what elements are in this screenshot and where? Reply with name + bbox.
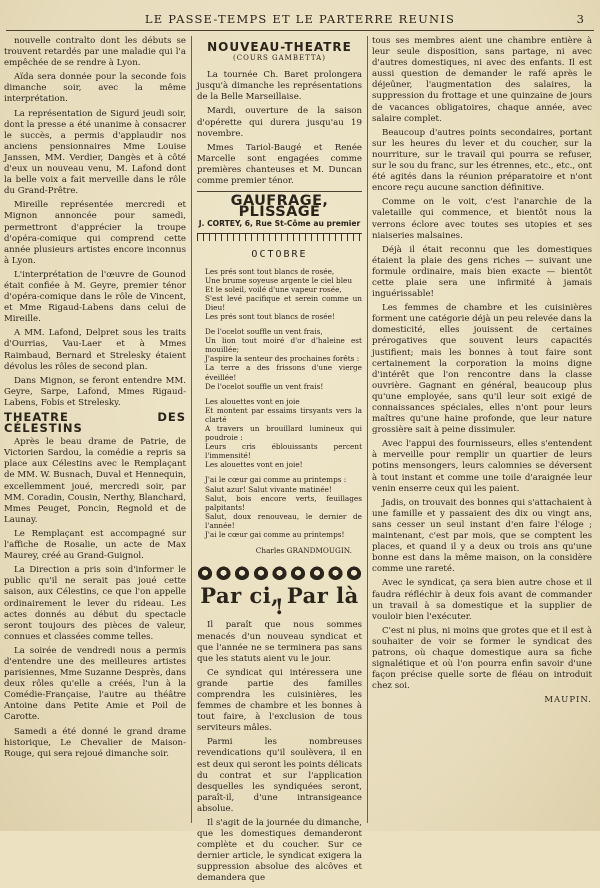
masthead-title: LE PASSE-TEMPS ET LE PARTERRE REUNIS bbox=[144, 12, 456, 26]
column-divider-2 bbox=[367, 36, 368, 823]
paragraph: nouvelle contralto dont les débuts se trouvent retardés par une maladie qui l'a empêchée de se rendre à Lyon. bbox=[4, 36, 186, 69]
poem-author: Charles GRANDMOUGIN. bbox=[255, 546, 352, 556]
paragraph: Il s'agit de la journée du dimanche, que les domestiques demanderont complète et du coucher. Sur ce dernier article, le syndicat exigera la suppression absolue des alcôves et demandera que bbox=[197, 818, 362, 884]
paragraph: Il paraît que nous sommes menacés d'un nouveau syndicat et que l'année ne se terminera pas sans que les statuts aient vu le jour. bbox=[197, 620, 362, 664]
poem-line: Les alouettes vont en joie! bbox=[205, 460, 303, 470]
paragraph: Parmi les nombreuses revendications qu'il soulèvera, il en est deux qui seront les points délicats du contrat et sur l'application desquelles les syndiquées seront, paraît-il, d'une intransigeance absolue. bbox=[197, 737, 362, 814]
column-1 bbox=[4, 36, 186, 763]
paragraph: Aïda sera donnée pour la seconde fois dimanche soir, avec la même interprétation. bbox=[4, 72, 186, 105]
paragraph: Samedi a été donné le grand drame historique, Le Chevalier de Maison-Rouge, qui sera rejoué dimanche soir. bbox=[4, 726, 186, 759]
nouveau-theatre-heading: NOUVEAU-THEATRE bbox=[207, 40, 352, 54]
poem-line: Les prés sont tout blancs de rosée, bbox=[205, 266, 335, 276]
ruler-ornament bbox=[197, 233, 362, 241]
top-rule bbox=[6, 30, 594, 31]
paragraph: Avec l'appui des fournisseurs, elles s'entendent à merveille pour remplir un quartier de leurs potins mensongers, leurs calomnies se déversent à tout instant et comme une toile d'araignée leur venin enserre ceux qui les paient. bbox=[372, 439, 592, 494]
poem-stanza bbox=[205, 267, 362, 322]
column-divider-1 bbox=[191, 36, 192, 823]
ornament-icon bbox=[197, 564, 213, 580]
article-title: Par ci, Par là ! bbox=[200, 583, 359, 620]
paragraph: C'est ni plus, ni moins que grotes que et il est à souhaiter de voir se former le syndicat des patrons, où chaque domestique aura sa fiche signalétique et où l'on pourra enfin savoir d'une façon précise quelle sorte de fléau on introduit chez soi. bbox=[372, 625, 592, 692]
paragraph: Mmes Tariol-Baugé et Renée Marcelle sont engagées comme premières chanteuses et M. Duncan comme premier ténor. bbox=[197, 142, 362, 187]
paragraph: Ce syndicat qui intéressera une grande partie des familles comprendra les cuisinières, les femmes de chambre et les bonnes à tout faire, à l'exclusion de tous serviteurs mâles. bbox=[197, 667, 362, 734]
ornament-icon bbox=[253, 564, 269, 580]
paragraph: Dans Mignon, se feront entendre MM. Geyre, Sarpe, Lafond, Mmes Rigaud-Labens, Fobis et Strelesky. bbox=[4, 375, 186, 408]
paragraph: Avec le syndicat, ça sera bien autre chose et il faudra réfléchir à deux fois avant de commander un travail à sa domestique et la supplier de vouloir bien l'exécuter. bbox=[372, 578, 592, 622]
advertisement-address: J. CORTEY, 6, Rue St-Côme au premier bbox=[198, 219, 361, 229]
advertisement-title: GAUFRAGE, PLISSAGE bbox=[230, 193, 329, 221]
paragraph: Comme on le voit, c'est l'anarchie de la valetaille qui commence, et bientôt nous la verrons éclore avec toutes ses utopies et ses niaiseries malsaines. bbox=[372, 197, 592, 241]
poem-line: Les prés sont tout blancs de rosée! bbox=[205, 311, 335, 321]
ornament-icon bbox=[346, 564, 362, 580]
ornament-row bbox=[197, 564, 362, 580]
paragraph: tous ses membres aient une chambre entière à leur seule disposition, sans partage, ni avec d'autres domestiques, ni avec des enfants. Il est aussi question de demander le rafé après le déjeûner, l'augmentation des salaires, la suppression du frottage et une quinzaine de jours de vacances obligatoires, chaque année, avec salaire complet. bbox=[372, 36, 592, 124]
poem bbox=[197, 267, 362, 540]
poem-line: Et montent par essaims tirsyants vers la clarté bbox=[205, 405, 362, 424]
ornament-icon bbox=[309, 564, 325, 580]
poem-line: Et le soleil, voilé d'une vapeur rosée, bbox=[205, 284, 342, 294]
column-3 bbox=[372, 36, 592, 709]
poem-line: De l'ocelot souffle un vent frais! bbox=[205, 381, 324, 391]
ornament-icon bbox=[272, 564, 288, 580]
poem-line: Leurs cris éblouissants percent l'immensité! bbox=[205, 442, 362, 461]
column-2 bbox=[197, 36, 362, 888]
page-number: 3 bbox=[576, 12, 584, 26]
poem-stanza bbox=[205, 327, 362, 391]
poem-line: A travers un brouillard lumineux qui poudroie : bbox=[205, 424, 362, 443]
paragraph: Le Remplaçant est accompagné sur l'affiche de Rosalie, un acte de Max Maurey, créé au Grand-Guignol. bbox=[4, 528, 186, 562]
poem-title: OCTOBRE bbox=[251, 249, 308, 261]
paragraph: La soirée de vendredi nous a permis d'entendre une des meilleures artistes parisiennes, Mme Suzanne Desprès, dans deux rôles qu'elle a créés, l'un à la Comédie-Française, l'autre au théâtre Antoine dans Petite Amie et Poil de Carotte. bbox=[4, 645, 187, 723]
poem-stanza bbox=[205, 397, 362, 470]
poem-line: J'ai le cœur gai comme au printemps : bbox=[205, 475, 347, 485]
paragraph: Déjà il était reconnu que les domestiques étaient la plaie des gens riches — suivant une formule ordinaire, mais bien exacte — bientôt cette plaie sera une infirmité à jamais inguérissable! bbox=[372, 244, 592, 300]
divider bbox=[197, 191, 362, 192]
poem-line: Une brume soyeuse argente le ciel bleu bbox=[205, 275, 353, 285]
paragraph: Mireille représentée mercredi et Mignon annoncée pour samedi, permettront d'apprécier la troupe d'opéra-comique qui comprend cette année plusieurs artistes encore inconnus à Lyon. bbox=[4, 200, 186, 266]
ornament-icon bbox=[290, 564, 306, 580]
poem-line: Salut azur! Salut vivante matinée! bbox=[205, 484, 332, 494]
ornament-icon bbox=[216, 564, 232, 580]
paragraph: Mardi, ouverture de la saison d'opérette qui durera jusqu'au 19 novembre. bbox=[197, 106, 362, 139]
paragraph: L'interprétation de l'œuvre de Gounod était confiée à M. Geyre, premier ténor d'opéra-comique dans le rôle de Vincent, et Mme Rigaud-Labens dans celui de Mireille. bbox=[4, 269, 186, 325]
poem-line: De l'ocelot souffle un vent frais, bbox=[205, 327, 323, 337]
paragraph: Les femmes de chambre et les cuisinières forment une catégorie déjà un peu relevée dans la domesticité, elles jouissent de certaines prérogatives que souvent leurs capacités justifient; mais les bonnes à tout faire sont certainement la corporation la moins digne d'intérêt que l'on rencontre dans la classe ouvrière. Gagnant en général, beaucoup plus qu'une employée, sans qu'il leur soit exigé de connaissances spéciales, elles n'ont pour leurs maîtres qu'une haine profonde, que leur nature grossière sait à peine dissimuler. bbox=[372, 303, 592, 436]
ornament-icon bbox=[234, 564, 250, 580]
article-signature: MAUPIN. bbox=[544, 695, 592, 706]
paragraph: La Direction a pris soin d'informer le public qu'il ne serait pas joué cette saison, aux Célestins, ce que l'on appelle ordinairement le lever du rideau. Les actes donnés au début du spectacle seront toujours des pièces de valeur, connues et classées comme telles. bbox=[4, 565, 186, 642]
poem-line: J'aspire la senteur des prochaines forêts : bbox=[205, 354, 360, 364]
masthead bbox=[0, 8, 600, 30]
poem-stanza bbox=[205, 475, 362, 539]
paragraph: A MM. Lafond, Delpret sous les traits d'Ourrias, Vau-Laer et à Mmes Raimbaud, Bernard et Strelesky étaient dévolus les rôles de second plan. bbox=[4, 328, 186, 372]
ornament-icon bbox=[328, 564, 344, 580]
poem-line: S'est levé pacifique et serein comme un Dieu! bbox=[205, 293, 362, 312]
paragraph: La tournée Ch. Baret prolongera jusqu'à dimanche les représentations de la Belle Marseillaise. bbox=[197, 70, 362, 103]
nouveau-theatre-subheading: (COURS GAMBETTA) bbox=[233, 54, 326, 63]
paragraph: La représentation de Sigurd jeudi soir, dont la presse a été unanime à consacrer le succès, a permis d'applaudir nos anciens pensionnaires Mme Louise Janssen, MM. Verdier, Dangès et à côté d'eux un nouveau venu, M. Lafond dont la belle voix a fait merveille dans le rôle du Grand-Prêtre. bbox=[4, 108, 186, 197]
poem-line: La terre a des frissons d'une vierge éveillée! bbox=[205, 363, 362, 382]
poem-line: Les alouettes vont en joie bbox=[205, 396, 300, 406]
celestins-heading: THEATRE DES CÉLESTINS bbox=[4, 410, 186, 436]
paragraph: Jadis, on trouvait des bonnes qui s'attachaient à une famille et y passaient des dix ou vingt ans, sans cesser un seul instant d'en faire l'éloge ; maintenant, c'est par mois, que se comptent les places, et quand il y a deux ou trois ans qu'une bonne est dans la même maison, on la considère comme une rareté. bbox=[372, 497, 592, 575]
poem-line: Salut, doux renouveau, le dernier de l'année! bbox=[205, 511, 362, 530]
poem-line: J'ai le cœur gai comme au printemps! bbox=[205, 530, 345, 540]
poem-line: Salut, bois encore verts, feuillages palpitants! bbox=[205, 493, 362, 512]
paragraph: Beaucoup d'autres points secondaires, portant sur les heures du lever et du coucher, sur la nourriture, sur le travail qui pourra se refuser, sur le sou du franc, sur les étrennes, etc., etc., ont été agités dans la réunion préparatoire et n'ont encore reçu aucune sanction définitive. bbox=[372, 127, 592, 194]
poem-line: Un lion tout moiré d'or d'haleine est mouillée; bbox=[205, 336, 362, 355]
paragraph: Après le beau drame de Patrie, de Victorien Sardou, la comédie a repris sa place aux Célestins avec le Remplaçant de MM. W. Busnach, Duval et Hennequin, excellemment joué, mercredi soir, par MM. Coradin, Cousin, Nerthy, Blanchard, Mmes Peuget, Poncin, Regnold et de Launay. bbox=[4, 437, 186, 525]
